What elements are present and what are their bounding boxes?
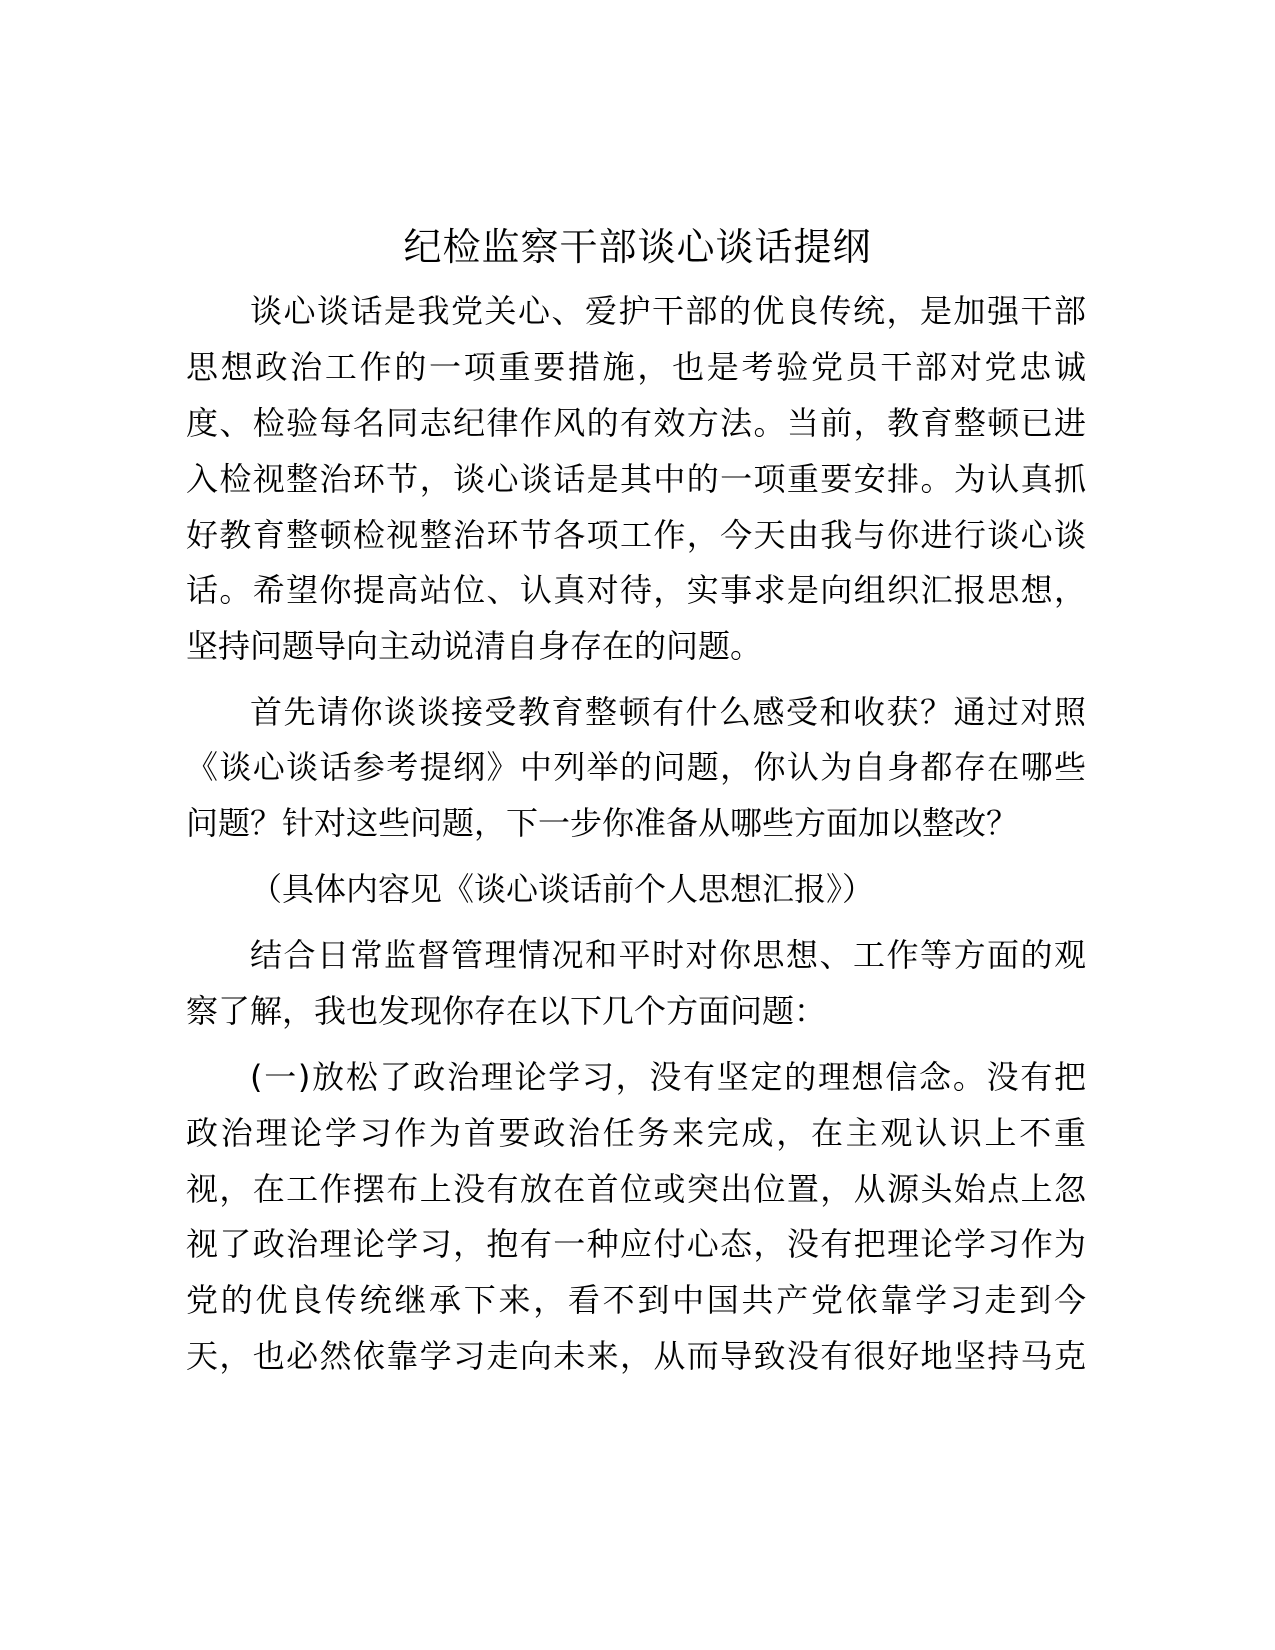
paragraph-1-line-4: 入检视整治环节，谈心谈话是其中的一项重要安排。为认真抓: [186, 460, 1086, 498]
paragraph-1-line-7: 坚持问题导向主动说清自身存在的问题。: [186, 627, 763, 665]
paragraph-1-line-1: 谈心谈话是我党关心、爱护干部的优良传统，是加强干部: [250, 292, 1086, 330]
paragraph-1-line-6: 话。希望你提高站位、认真对待，实事求是向组织汇报思想，: [186, 571, 1086, 609]
paragraph-3-line-1: （具体内容见《谈心谈话前个人思想汇报》）: [250, 870, 875, 908]
paragraph-5-line-4: 视了政治理论学习，抱有一种应付心态，没有把理论学习作为: [186, 1225, 1086, 1263]
paragraph-5-line-3: 视，在工作摆布上没有放在首位或突出位置，从源头始点上忽: [186, 1170, 1086, 1208]
paragraph-5-line-6: 天，也必然依靠学习走向未来，从而导致没有很好地坚持马克: [186, 1337, 1086, 1375]
paragraph-2-line-1: 首先请你谈谈接受教育整顿有什么感受和收获？通过对照: [250, 693, 1086, 731]
paragraph-5-line-2: 政治理论学习作为首要政治任务来完成，在主观认识上不重: [186, 1114, 1086, 1152]
paragraph-4-line-2: 察了解，我也发现你存在以下几个方面问题：: [186, 992, 827, 1030]
paragraph-2-line-3: 问题？针对这些问题，下一步你准备从哪些方面加以整改？: [186, 804, 1019, 842]
paragraph-5-line-5: 党的优良传统继承下来，看不到中国共产党依靠学习走到今: [186, 1281, 1086, 1319]
paragraph-1-line-3: 度、检验每名同志纪律作风的有效方法。当前，教育整顿已进: [186, 404, 1086, 442]
paragraph-5-line-1: (一)放松了政治理论学习，没有坚定的理想信念。没有把: [250, 1058, 1086, 1096]
paragraph-4-line-1: 结合日常监督管理情况和平时对你思想、工作等方面的观: [250, 936, 1086, 974]
paragraph-2-line-2: 《谈心谈话参考提纲》中列举的问题，你认为自身都存在哪些: [186, 748, 1086, 786]
paragraph-1-line-2: 思想政治工作的一项重要措施，也是考验党员干部对党忠诚: [186, 348, 1086, 386]
paragraph-1-line-5: 好教育整顿检视整治环节各项工作，今天由我与你进行谈心谈: [186, 516, 1086, 554]
document-title: 纪检监察干部谈心谈话提纲: [403, 225, 872, 269]
